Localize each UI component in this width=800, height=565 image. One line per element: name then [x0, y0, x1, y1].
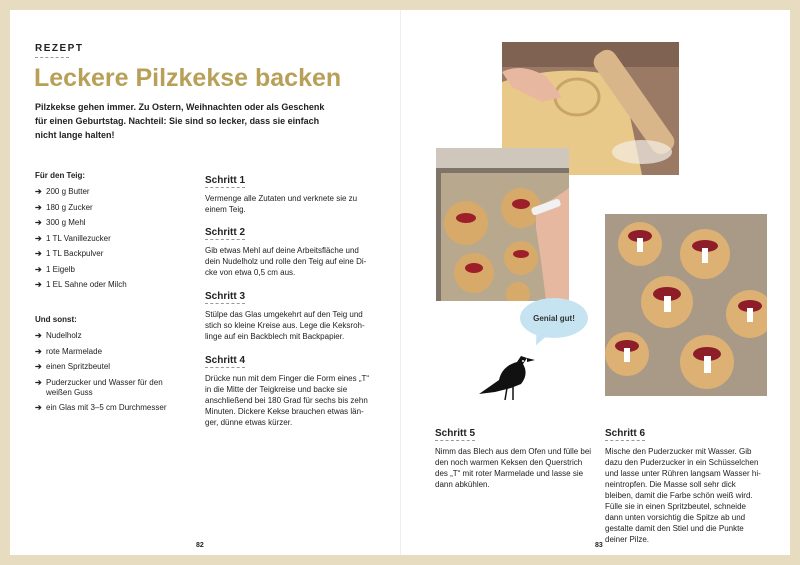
step-1 [205, 170, 370, 215]
ingredient-text: 1 Eigelb [46, 264, 75, 274]
ingredient-text: 300 g Mehl [46, 218, 86, 227]
step-2-title: Schritt 2 [205, 227, 246, 238]
other-ingredients-list [35, 331, 175, 419]
dough-ingredients-list [35, 187, 175, 296]
ingredient-text: 1 TL Backpulver [46, 249, 104, 258]
arrow-icon: ➔ [35, 264, 42, 274]
crow-illustration [477, 352, 537, 407]
arrow-icon: ➔ [35, 202, 42, 212]
dough-ingredients-label: Für den Teig: [35, 171, 86, 180]
photo-finished-mushroom-cookies [605, 214, 767, 396]
page-gutter [400, 10, 401, 555]
ingredient-text: rote Marmelade [46, 346, 103, 356]
ingredient-item [35, 187, 175, 197]
page-number-right: 83 [595, 542, 603, 549]
ingredient-item [35, 249, 175, 259]
book-spread [10, 10, 790, 555]
ingredient-item [35, 218, 175, 228]
ingredient-item [35, 203, 175, 213]
ingredient-text: Nudelholz [46, 331, 82, 340]
ingredient-text: ein Glas mit 3–5 cm Durchmesser [46, 403, 167, 412]
recipe-title: Leckere Pilzkekse backen [34, 64, 342, 92]
step-3 [205, 286, 370, 342]
arrow-icon: ➔ [35, 187, 42, 196]
step-1-title: Schritt 1 [205, 175, 246, 186]
ingredient-item [35, 265, 175, 275]
arrow-icon: ➔ [35, 249, 42, 258]
step-3-text: Stülpe das Glas umgekehrt auf den Teig und stich so kleine Kreise aus. Lege die Keksrohlinge auf ein Backblech mit Backpapier. [205, 310, 365, 341]
step-4-title: Schritt 4 [205, 355, 246, 366]
arrow-icon: ➔ [35, 233, 42, 243]
ingredient-item [35, 347, 175, 357]
speech-bubble: Genial gut! [520, 298, 588, 338]
other-ingredients-label: Und sonst: [35, 315, 77, 324]
step-6 [605, 423, 765, 545]
section-eyebrow: REZEPT [35, 43, 84, 54]
ingredient-item [35, 331, 175, 341]
step-6-title: Schritt 6 [605, 428, 646, 439]
step-4-text: Drücke nun mit dem Finger die Form eines „T“ in die Mitte der Teigkreise und backe sie anschließend bei 180 Grad für sechs bis zehn Minuten. Dickere Kekse brauchen etwas länger, dünne etwas kürzer. [205, 374, 370, 427]
page-number-left: 82 [196, 542, 204, 549]
ingredient-text: 180 g Zucker [46, 202, 93, 212]
step-2 [205, 222, 370, 278]
arrow-icon: ➔ [35, 377, 42, 387]
arrow-icon: ➔ [35, 331, 42, 340]
step-5-text: Nimm das Blech aus dem Ofen und fülle bei den noch warmen Keksen den Querstrich des „T“ mit roter Marmelade und lasse sie dann abkühlen. [435, 447, 592, 489]
arrow-icon: ➔ [35, 218, 42, 227]
ingredient-item [35, 362, 175, 372]
ingredient-item [35, 403, 175, 413]
ingredient-text: Puderzucker und Wasser für den weißen Guss [46, 377, 163, 397]
step-5-title: Schritt 5 [435, 428, 476, 439]
arrow-icon: ➔ [35, 280, 42, 289]
step-5 [435, 423, 595, 490]
ingredient-item [35, 378, 175, 398]
ingredient-item [35, 280, 175, 290]
eyebrow-underline [35, 57, 69, 58]
ingredient-text: 1 EL Sahne oder Milch [46, 280, 127, 289]
arrow-icon: ➔ [35, 403, 42, 412]
photo-jam-filling [436, 148, 569, 301]
step-4 [205, 350, 370, 428]
step-6-text: Mische den Puderzucker mit Wasser. Gib dazu den Puderzucker in ein Schüsselchen und lasse unter Rühren langsam Wasser hineintropfen. Die Masse soll sehr dick bleiben, damit die Farbe schön weiß wird. Fülle sie in einen Spritzbeutel, schneide dann unten vorsichtig die Spitze ab und gestalte damit den Stiel und die Punkte deiner Pilze. [605, 447, 761, 544]
ingredient-item [35, 234, 175, 244]
step-3-title: Schritt 3 [205, 291, 246, 302]
ingredient-text: 1 TL Vanillezucker [46, 233, 111, 243]
recipe-intro: Pilzkekse gehen immer. Zu Ostern, Weihnachten oder als Geschenk für einen Geburtstag. Nachteil: Sie sind so lecker, dass sie einfach nicht lange halten! [35, 102, 325, 140]
ingredient-text: einen Spritzbeutel [46, 362, 111, 371]
arrow-icon: ➔ [35, 346, 42, 356]
step-1-text: Vermenge alle Zutaten und verknete sie zu einem Teig. [205, 194, 358, 214]
arrow-icon: ➔ [35, 362, 42, 371]
ingredient-text: 200 g Butter [46, 187, 90, 196]
step-2-text: Gib etwas Mehl auf deine Arbeitsfläche und dein Nudelholz und rolle den Teig auf eine Dicke von etwa 0,5 cm aus. [205, 246, 367, 277]
